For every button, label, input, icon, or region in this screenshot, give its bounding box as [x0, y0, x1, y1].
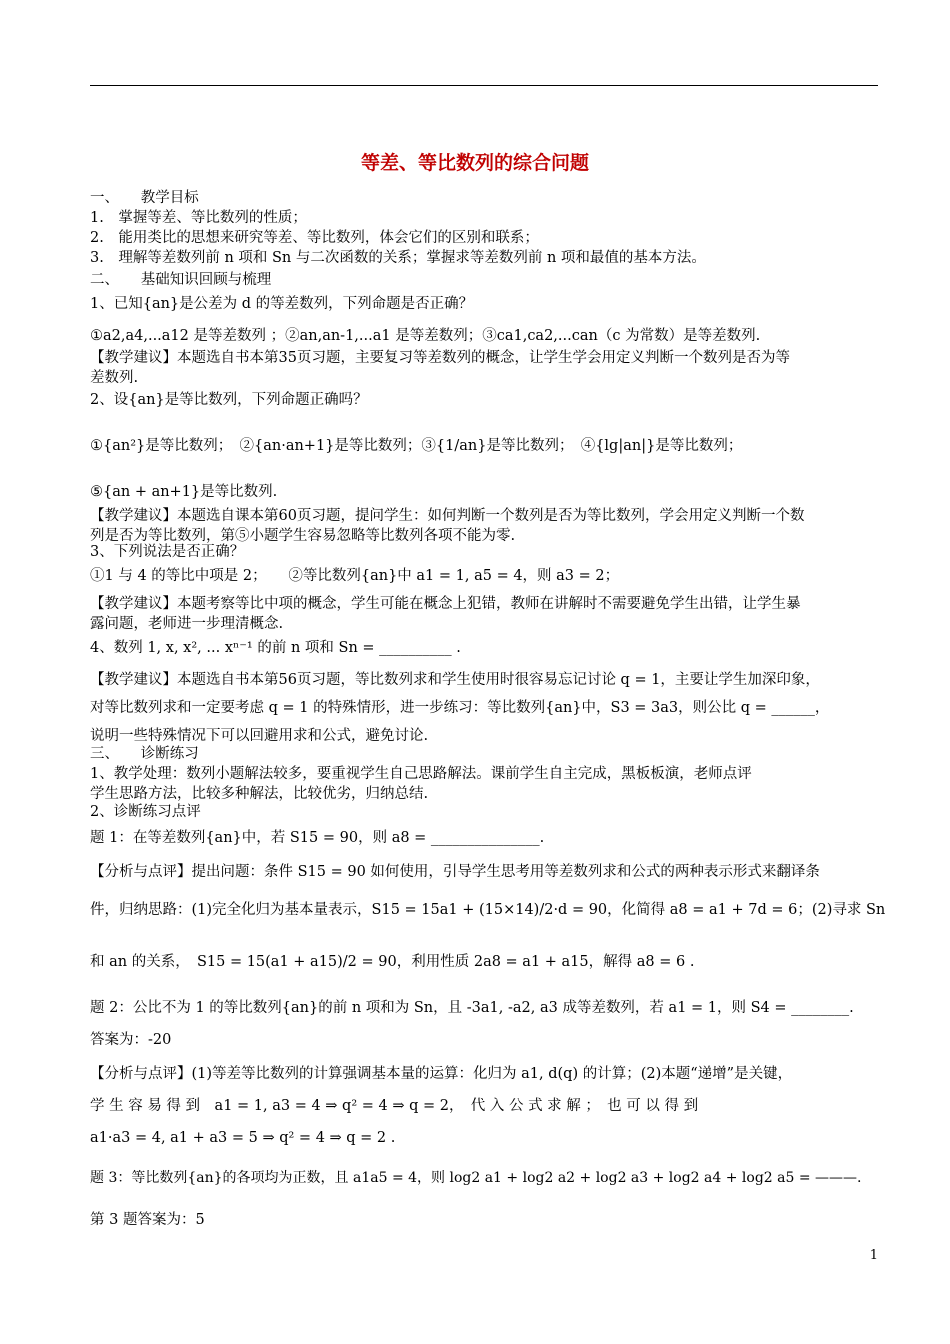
text-line: 1、教学处理：数列小题解法较多，要重视学生自己思路解法。课前学生自主完成，黑板板演，老师点评	[90, 766, 752, 782]
text-line: 说明一些特殊情况下可以回避用求和公式，避免讨论.	[90, 728, 429, 744]
text-line: 第 3 题答案为：5	[90, 1212, 205, 1228]
text-line: 【教学建议】本题选自书本第56页习题，等比数列求和学生使用时很容易忘记讨论 q = 1，主要让学生加深印象，	[90, 672, 820, 688]
text-line: 列是否为等比数列，第⑤小题学生容易忽略等比数列各项不能为零.	[90, 528, 516, 544]
text-line: ⑤{an + an+1}是等比数列.	[90, 484, 278, 500]
text-line: a1·a3 = 4, a1 + a3 = 5 ⇒ q² = 4 ⇒ q = 2 .	[90, 1130, 396, 1146]
text-line: 答案为：-20	[90, 1032, 172, 1048]
text-line: 2. 能用类比的思想来研究等差、等比数列，体会它们的区别和联系；	[90, 230, 539, 246]
text-line: 题 2：公比不为 1 的等比数列{an}的前 n 项和为 Sn，且 -3a1, -a2, a3 成等差数列，若 a1 = 1，则 S4 = ________.	[90, 1000, 854, 1016]
text-line: 题 3：等比数列{an}的各项均为正数，且 a1a5 = 4，则 log2 a1 + log2 a2 + log2 a3 + log2 a4 + log2 a5 = ———.	[90, 1170, 862, 1186]
text-line: 1. 掌握等差、等比数列的性质；	[90, 210, 307, 226]
text-line: 【教学建议】本题选自课本第60页习题，提问学生：如何判断一个数列是否为等比数列，学会用定义判断一个数	[90, 508, 805, 524]
header-rule	[90, 85, 878, 86]
text-line: 差数列.	[90, 370, 139, 386]
text-line: 3. 理解等差数列前 n 项和 Sn 与二次函数的关系；掌握求等差数列前 n 项和最值的基本方法。	[90, 250, 706, 266]
page-number: 1	[869, 1248, 878, 1263]
text-line: ①1 与 4 的等比中项是 2； ②等比数列{an}中 a1 = 1, a5 = 4，则 a3 = 2；	[90, 568, 620, 584]
text-line: 题 1：在等差数列{an}中，若 S15 = 90，则 a8 = _______________.	[90, 830, 545, 846]
text-line: 和 an 的关系， S15 = 15(a1 + a15)/2 = 90，利用性质 2a8 = a1 + a15，解得 a8 = 6 .	[90, 954, 695, 970]
text-line: 2、诊断练习点评	[90, 804, 201, 820]
text-line: 露问题，老师进一步理清概念.	[90, 616, 284, 632]
text-line: 学生思路方法，比较多种解法，比较优劣，归纳总结.	[90, 786, 429, 802]
text-line: 4、数列 1, x, x², ... xⁿ⁻¹ 的前 n 项和 Sn = __________ .	[90, 640, 461, 656]
text-line: 【教学建议】本题选自书本第35页习题，主要复习等差数列的概念，让学生学会用定义判断一个数列是否为等	[90, 350, 790, 366]
text-line: 三、 诊断练习	[90, 746, 199, 762]
document-title: 等差、等比数列的综合问题	[360, 152, 589, 174]
text-line: ①a2,a4,...a12 是等差数列 ；②an,an-1,...a1 是等差数列；③ca1,ca2,...can（c 为常数）是等差数列.	[90, 328, 761, 344]
text-line: 一、 教学目标	[90, 190, 199, 206]
text-line: 2、设{an}是等比数列，下列命题正确吗？	[90, 392, 368, 408]
text-line: 3、下列说法是否正确？	[90, 544, 245, 560]
text-line: 【教学建议】本题考察等比中项的概念，学生可能在概念上犯错，教师在讲解时不需要避免学生出错，让学生暴	[90, 596, 801, 612]
text-line: 件，归纳思路：(1)完全化归为基本量表示，S15 = 15a1 + (15×14)/2·d = 90，化简得 a8 = a1 + 7d = 6；(2)寻求 Sn	[90, 902, 886, 918]
text-line: 1、已知{an}是公差为 d 的等差数列，下列命题是否正确？	[90, 296, 474, 312]
text-line: 【分析与点评】(1)等差等比数列的计算强调基本量的运算：化归为 a1, d(q) 的计算；(2)本题“递增”是关键，	[90, 1066, 793, 1082]
text-line: 对等比数列求和一定要考虑 q = 1 的特殊情形，进一步练习：等比数列{an}中，S3 = 3a3，则公比 q = ______，	[90, 700, 830, 716]
text-line: 学 生 容 易 得 到 a1 = 1, a3 = 4 ⇒ q² = 4 ⇒ q = 2， 代 入 公 式 求 解 ； 也 可 以 得 到	[90, 1098, 699, 1114]
text-line: ①{an²}是等比数列； ②{an·an+1}是等比数列；③{1/an}是等比数列； ④{lg|an|}是等比数列；	[90, 438, 743, 454]
text-line: 【分析与点评】提出问题：条件 S15 = 90 如何使用，引导学生思考用等差数列求和公式的两种表示形式来翻译条	[90, 864, 820, 880]
text-line: 二、 基础知识回顾与梳理	[90, 272, 272, 288]
